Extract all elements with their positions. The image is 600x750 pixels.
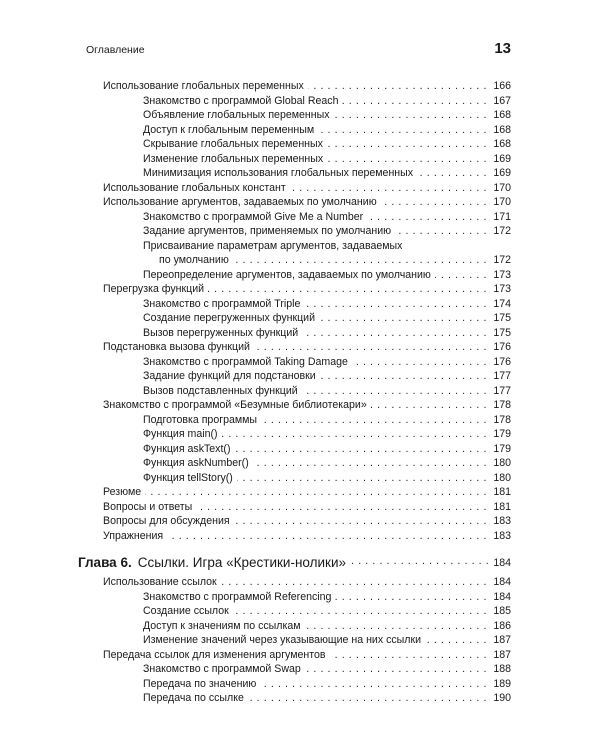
toc-subsection-entry[interactable]	[103, 442, 511, 457]
toc-page-number: 177	[493, 370, 511, 382]
toc-section-entry[interactable]	[103, 648, 511, 663]
toc-entry-title: Создание перегруженных функций	[143, 312, 316, 324]
page-header	[86, 40, 511, 60]
dot-leader	[222, 427, 487, 442]
toc-section-entry[interactable]	[103, 398, 511, 413]
toc-page-number: 177	[493, 384, 511, 397]
dot-leader	[371, 398, 487, 413]
toc-entry-title: Вопросы и ответы	[103, 500, 193, 513]
toc-entry-title: Знакомство с программой Referencing	[143, 590, 332, 603]
toc-subsection-entry[interactable]	[103, 369, 511, 384]
toc-entry-title: Использование аргументов, задаваемых по умолчанию	[103, 196, 377, 208]
running-head: Оглавление	[86, 44, 145, 56]
toc-entry-title: Функция tellStory()	[143, 471, 233, 484]
toc-section-entry[interactable]	[103, 181, 511, 196]
toc-page-number: 167	[493, 94, 511, 107]
toc-subsection-entry[interactable]	[103, 108, 511, 123]
dot-leader	[350, 554, 489, 572]
dot-leader	[367, 210, 487, 225]
dot-leader	[435, 268, 487, 283]
toc-page-number: 178	[493, 413, 511, 426]
dot-leader	[320, 369, 487, 384]
dot-leader	[167, 529, 487, 544]
toc-entry-title: Подготовка программы	[143, 413, 258, 426]
toc-entry-title: Задание функций для подстановки	[143, 370, 316, 382]
toc-subsection-entry[interactable]	[103, 384, 511, 399]
dot-leader	[234, 442, 487, 457]
toc-page-number: 181	[493, 500, 511, 513]
toc-subsection-entry[interactable]	[103, 677, 511, 692]
toc-subsection-entry[interactable]	[103, 427, 511, 442]
toc-entry-title: Знакомство с программой Taking Damage	[143, 355, 348, 368]
toc-entry-title: Вызов подставленных функций	[143, 384, 298, 397]
dot-leader	[208, 282, 487, 297]
dot-leader	[381, 195, 487, 210]
toc-subsection-entry[interactable]	[103, 619, 511, 634]
toc-subsection-entry[interactable]	[103, 224, 511, 239]
toc-section-entry[interactable]	[103, 575, 511, 590]
toc-section-entry[interactable]	[103, 79, 511, 94]
dot-leader	[327, 152, 487, 167]
dot-leader	[290, 181, 487, 196]
dot-leader	[234, 514, 487, 529]
toc-subsection-entry[interactable]	[103, 590, 511, 605]
toc-entry-title: Доступ к глобальным переменным	[143, 123, 315, 136]
toc-subsection-entry[interactable]	[103, 210, 511, 225]
dot-leader	[233, 604, 487, 619]
dot-leader	[308, 79, 487, 94]
dot-leader	[395, 224, 487, 239]
toc-page-number: 188	[493, 663, 511, 675]
toc-entry-title: Упражнения	[103, 529, 164, 542]
toc-page-number: 190	[493, 692, 511, 704]
dot-leader	[334, 108, 487, 123]
dot-leader	[417, 166, 487, 181]
toc-entry-title: Переопределение аргументов, задаваемых по умолчанию	[143, 268, 431, 281]
toc-entry-title: Резюме	[103, 486, 142, 498]
toc-page-number: 181	[493, 486, 511, 498]
toc-entry-title: Доступ к значениям по ссылкам	[143, 619, 301, 632]
dot-leader	[342, 94, 487, 109]
toc-page-number: 189	[493, 677, 511, 690]
toc-page-number: 183	[493, 529, 511, 542]
toc-page-number: 183	[493, 515, 511, 527]
toc-page-number: 186	[493, 619, 511, 632]
toc-subsection-entry[interactable]	[103, 137, 511, 152]
toc-entry-title: Минимизация использования глобальных переменных	[143, 167, 414, 179]
toc-entry-title-cont: по умолчанию	[159, 254, 229, 266]
toc-page-number: 185	[493, 605, 511, 617]
toc-page-number: 166	[493, 80, 511, 92]
toc-page-number: 184	[493, 576, 511, 588]
toc-page-number: 172	[493, 225, 511, 237]
toc-subsection-entry[interactable]	[103, 413, 511, 428]
toc-entry-title: Передача по значению	[143, 677, 257, 690]
dot-leader	[304, 297, 487, 312]
toc-page-number: 170	[493, 196, 511, 208]
toc-page-number: 169	[493, 152, 511, 165]
toc-subsection-entry[interactable]	[103, 311, 511, 326]
dot-leader	[221, 575, 487, 590]
toc-subsection-entry[interactable]	[103, 604, 511, 619]
toc-subsection-entry[interactable]	[103, 297, 511, 312]
dot-leader	[253, 456, 487, 471]
toc-section-entry[interactable]	[103, 340, 511, 355]
dot-leader	[318, 123, 487, 138]
toc-subsection-entry[interactable]	[103, 471, 511, 486]
dot-leader	[260, 677, 487, 692]
toc-page-number: 180	[493, 471, 511, 484]
toc-entry-title: Изменение значений через указывающие на них ссылки	[143, 634, 422, 646]
toc-entry-title: Передача ссылок для изменения аргументов	[103, 648, 326, 661]
dot-leader	[196, 500, 487, 515]
table-of-contents	[78, 79, 511, 706]
toc-entry-title: Перегрузка функций	[103, 283, 205, 295]
dot-leader	[254, 340, 487, 355]
toc-entry-title: Функция main()	[143, 428, 218, 440]
toc-subsection-entry[interactable]	[103, 326, 511, 341]
toc-subsection-entry[interactable]	[103, 152, 511, 167]
toc-page-number: 187	[493, 648, 511, 661]
dot-leader	[352, 355, 487, 370]
toc-section-entry[interactable]	[103, 195, 511, 210]
dot-leader	[330, 648, 487, 663]
toc-page-number: 168	[493, 109, 511, 121]
toc-entry-title: Изменение глобальных переменных	[143, 152, 324, 165]
dot-leader	[248, 691, 487, 706]
toc-entry-title: Знакомство с программой Swap	[143, 663, 301, 675]
dot-leader	[302, 326, 487, 341]
toc-entry-title: Вопросы для обсуждения	[103, 515, 230, 527]
dot-leader	[302, 384, 487, 399]
toc-entry-title: Знакомство с программой Triple	[143, 297, 301, 310]
toc-entry-title: Функция askText()	[143, 442, 231, 455]
toc-page-number: 168	[493, 123, 511, 136]
dot-leader	[237, 471, 487, 486]
dot-leader	[335, 590, 487, 605]
toc-entry-title: Задание аргументов, применяемых по умолчанию	[143, 225, 392, 237]
toc-page-number: 175	[493, 312, 511, 324]
chapter-page-number: 184	[493, 557, 511, 569]
toc-page-number: 175	[493, 326, 511, 339]
toc-subsection-entry[interactable]	[103, 662, 511, 677]
toc-section-entry[interactable]	[103, 485, 511, 500]
toc-page-number: 172	[493, 254, 511, 266]
toc-entry-title: Скрывание глобальных переменных	[143, 138, 323, 150]
toc-page-number: 169	[493, 167, 511, 179]
toc-subsection-entry[interactable]	[103, 456, 511, 471]
toc-page-number: 187	[493, 634, 511, 646]
toc-subsection-entry[interactable]	[103, 355, 511, 370]
toc-section-entry[interactable]	[103, 500, 511, 515]
chapter-title: Ссылки. Игра «Крестики-нолики»	[137, 555, 346, 570]
toc-subsection-entry[interactable]	[103, 691, 511, 706]
toc-entry[interactable]	[103, 239, 511, 254]
toc-page-number: 171	[493, 210, 511, 223]
toc-page-number: 184	[493, 590, 511, 603]
toc-page-number: 174	[493, 297, 511, 310]
toc-page-number: 173	[493, 283, 511, 295]
dot-leader	[425, 633, 487, 648]
toc-page-number: 178	[493, 399, 511, 411]
page-number: 13	[494, 40, 511, 57]
toc-subsection-entry[interactable]	[103, 268, 511, 283]
toc-entry-title: Использование глобальных переменных	[103, 80, 304, 92]
toc-subsection-entry[interactable]	[103, 633, 511, 648]
toc-page-number: 168	[493, 138, 511, 150]
dot-leader	[145, 485, 487, 500]
toc-entry-title: Объявление глобальных переменных	[143, 109, 330, 121]
toc-entry-title: Использование глобальных констант	[103, 181, 286, 194]
toc-section-entry[interactable]	[103, 282, 511, 297]
toc-entry-continuation[interactable]	[103, 253, 511, 268]
toc-entry-title: Создание ссылок	[143, 605, 229, 617]
toc-section-entry[interactable]	[103, 514, 511, 529]
toc-entry-title: Присваивание параметрам аргументов, задаваемых	[143, 239, 403, 252]
toc-page-number: 176	[493, 341, 511, 353]
toc-entry-title: Подстановка вызова функций	[103, 341, 250, 353]
toc-section-entry[interactable]	[103, 529, 511, 544]
toc-page-number: 170	[493, 181, 511, 194]
toc-subsection-entry[interactable]	[103, 166, 511, 181]
toc-entry-title: Вызов перегруженных функций	[143, 326, 299, 339]
toc-entry-title: Знакомство с программой Global Reach	[143, 94, 339, 107]
toc-entry-title: Использование ссылок	[103, 576, 217, 588]
dot-leader	[261, 413, 487, 428]
dot-leader	[305, 619, 487, 634]
toc-page-number: 180	[493, 457, 511, 469]
toc-subsection-entry[interactable]	[103, 94, 511, 109]
toc-entry-title: Знакомство с программой «Безумные библиотекари»	[103, 399, 367, 411]
toc-entry-title: Знакомство с программой Give Me a Number	[143, 210, 364, 223]
dot-leader	[233, 253, 487, 268]
toc-page-number: 173	[493, 268, 511, 281]
toc-page-number: 176	[493, 355, 511, 368]
toc-subsection-entry[interactable]	[103, 123, 511, 138]
chapter-heading[interactable]	[78, 554, 511, 572]
toc-entry-title: Функция askNumber()	[143, 457, 249, 469]
dot-leader	[305, 662, 487, 677]
toc-page-number: 179	[493, 428, 511, 440]
toc-page-number: 179	[493, 442, 511, 455]
toc-entry-title: Передача по ссылке	[143, 692, 244, 704]
dot-leader	[327, 137, 487, 152]
chapter-number: Глава 6.	[78, 555, 132, 570]
dot-leader	[319, 311, 487, 326]
